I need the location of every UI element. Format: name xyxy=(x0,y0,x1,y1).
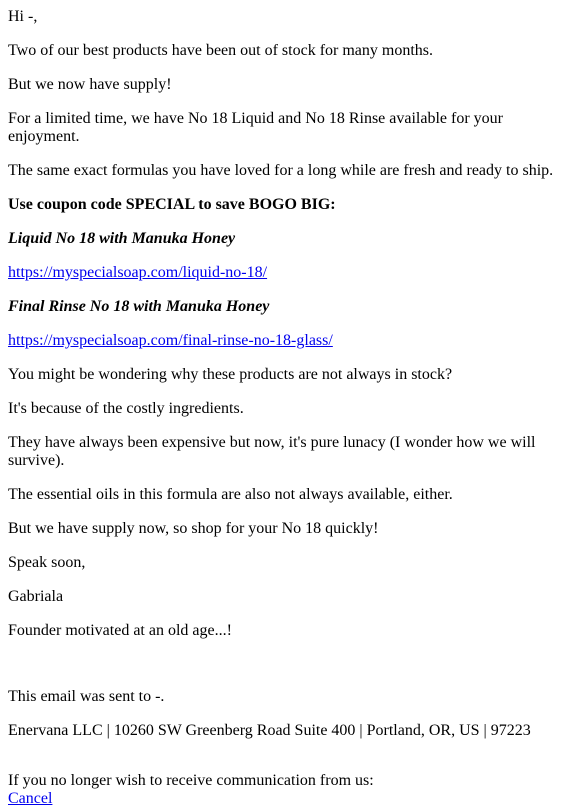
signature-title: Founder motivated at an old age...! xyxy=(8,622,232,639)
product-link-container xyxy=(8,264,572,282)
body-paragraph: You might be wondering why these products are not always in stock? xyxy=(8,366,453,383)
coupon-line: Use coupon code SPECIAL to save BOGO BIG: xyxy=(8,196,336,213)
signature-name: Gabriala xyxy=(8,588,64,605)
greeting: Hi -, xyxy=(8,8,38,25)
product-link-liquid[interactable]: https://myspecialsoap.com/liquid-no-18/ xyxy=(8,264,268,281)
intro-paragraph: For a limited time, we have No 18 Liquid and No 18 Rinse available for your enjoyment. xyxy=(8,110,503,145)
footer xyxy=(8,688,572,740)
unsubscribe-text: If you no longer wish to receive communication from us: xyxy=(8,772,374,789)
unsubscribe-block xyxy=(8,772,572,808)
body-paragraph: They have always been expensive but now, it's pure lunacy (I wonder how we will survive). xyxy=(8,434,536,469)
product-name-liquid: Liquid No 18 with Manuka Honey xyxy=(8,230,236,247)
body-paragraph: It's because of the costly ingredients. xyxy=(8,400,244,417)
sign-off: Speak soon, xyxy=(8,554,86,571)
spacer xyxy=(8,756,572,772)
sent-to-notice: This email was sent to -. xyxy=(8,688,165,705)
intro-paragraph: But we now have supply! xyxy=(8,76,172,93)
intro-paragraph: Two of our best products have been out of stock for many months. xyxy=(8,42,434,59)
product-name-rinse: Final Rinse No 18 with Manuka Honey xyxy=(8,298,270,315)
product-link-rinse[interactable]: https://myspecialsoap.com/final-rinse-no-18-glass/ xyxy=(8,332,333,349)
body-paragraph: The essential oils in this formula are also not always available, either. xyxy=(8,486,453,503)
spacer xyxy=(8,656,572,688)
cancel-link[interactable]: Cancel xyxy=(8,790,53,807)
company-address: Enervana LLC | 10260 SW Greenberg Road Suite 400 | Portland, OR, US | 97223 xyxy=(8,722,531,739)
body-paragraph: But we have supply now, so shop for your No 18 quickly! xyxy=(8,520,379,537)
intro-paragraph: The same exact formulas you have loved for a long while are fresh and ready to ship. xyxy=(8,162,554,179)
product-link-container xyxy=(8,332,572,350)
